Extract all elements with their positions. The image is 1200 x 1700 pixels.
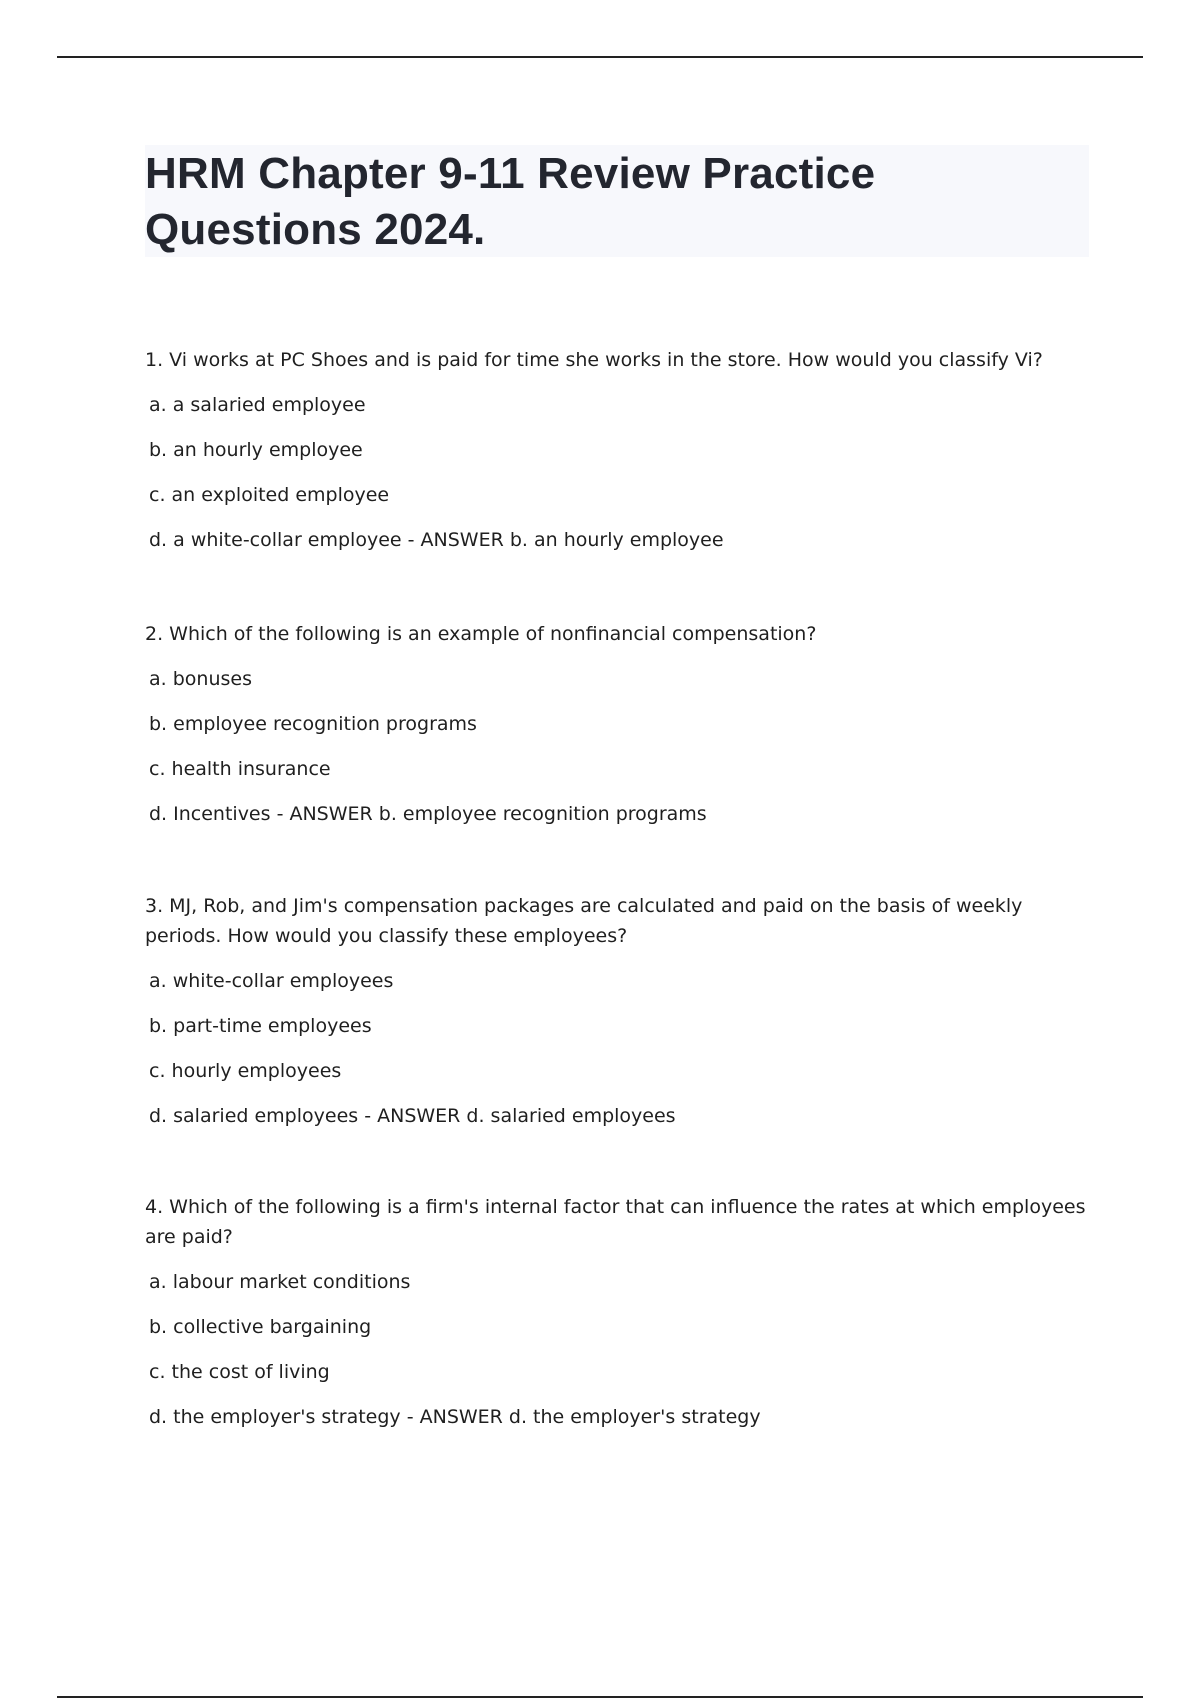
title-block — [145, 145, 1089, 257]
option-a: a. bonuses — [149, 668, 252, 690]
question-text: 3. MJ, Rob, and Jim's compensation packages are calculated and paid on the basis of weekly periods. How would you classify these employees? — [145, 895, 1023, 947]
option-d-with-answer: d. the employer's strategy - ANSWER d. the employer's strategy — [149, 1406, 761, 1428]
option-b: b. part-time employees — [149, 1015, 372, 1037]
question-text: 1. Vi works at PC Shoes and is paid for time she works in the store. How would you classify Vi? — [145, 349, 1043, 371]
question-1 — [145, 345, 1095, 555]
option-c: c. hourly employees — [149, 1060, 342, 1082]
option-c: c. the cost of living — [149, 1361, 330, 1383]
footer-rule — [57, 1696, 1143, 1698]
question-list — [145, 345, 1095, 1493]
option-d-with-answer: d. a white-collar employee - ANSWER b. an hourly employee — [149, 529, 724, 551]
question-4 — [145, 1192, 1095, 1432]
answer-options — [145, 390, 1095, 555]
option-a: a. white-collar employees — [149, 970, 394, 992]
option-a: a. labour market conditions — [149, 1271, 411, 1293]
question-3 — [145, 891, 1095, 1131]
option-d-with-answer: d. salaried employees - ANSWER d. salaried employees — [149, 1105, 676, 1127]
question-2 — [145, 619, 1095, 829]
option-d-with-answer: d. Incentives - ANSWER b. employee recognition programs — [149, 803, 707, 825]
option-b: b. collective bargaining — [149, 1316, 372, 1338]
option-b: b. employee recognition programs — [149, 713, 477, 735]
question-text: 4. Which of the following is a firm's internal factor that can influence the rates at which employees are paid? — [145, 1196, 1086, 1248]
document-title: HRM Chapter 9-11 Review Practice Questions 2024. — [145, 149, 876, 254]
question-text: 2. Which of the following is an example of nonfinancial compensation? — [145, 623, 817, 645]
answer-options — [145, 966, 1095, 1131]
answer-options — [145, 664, 1095, 829]
option-b: b. an hourly employee — [149, 439, 363, 461]
option-c: c. an exploited employee — [149, 484, 390, 506]
header-rule — [57, 56, 1143, 58]
option-c: c. health insurance — [149, 758, 331, 780]
answer-options — [145, 1267, 1095, 1432]
option-a: a. a salaried employee — [149, 394, 366, 416]
